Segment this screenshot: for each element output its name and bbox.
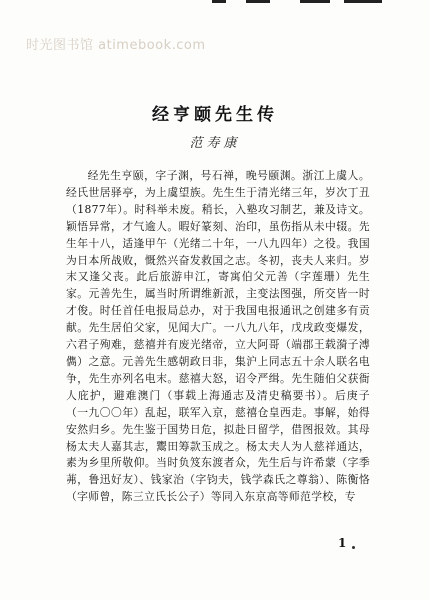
scan-mark: [300, 0, 330, 3]
page-number: 1: [338, 536, 347, 550]
scan-edge-marks: [0, 0, 430, 14]
body-paragraph: 经先生亨颐，字子渊，号石禅，晚号颐渊。浙江上虞人。经氏世居驿亭，为上虞望族。先生生于清光绪三年，岁次丁丑（1877年）。时科举未废。稍长，入塾攻习制艺，兼及诗文。颖悟异常，才气逾人。暇好篆刻、治印，虽伤指从未中辍。先生年十八，适逢甲午（光绪二十年，一八九四年）之役。我国为日本所战败，慨然兴奋发救国之志。冬初，丧夫人来归。岁末又逢父丧。此后旅游申江，寄寓伯父元善（字莲珊）先生家。元善先生，属当时所谓维新派，主变法图强，所交皆一时才俊。时任首任电报局总办，对于我国电报通讯之创建多有贡献。先生居伯父家，见闻大广。一八九八年，戊戌政变爆发，六君子殉难，慈禧并有废光绪帝，立大阿哥（端郡王载漪子溥儁）之意。元善先生感朝政日非，集沪上同志五十余人联名电争，先生亦列名电末。慈禧大怒，诏令严缉。先生随伯父获衙人庇护，避难澳门（事载上海通志及清史稿要书）。后庚子（一九〇〇年）乱起，联军入京，慈禧仓皇西走。事解，始得安然归乡。先生鉴于国势日危，拟赴日留学，借图报效。其母杨太夫人嘉其志，鬻田筹款玉成之。杨太夫人为人慈祥通达，素为乡里所敬仰。当时负笈东渡者众，先生后与许希蒙（字季茀，鲁迅好友）、钱家治（字钧夫，钱学森氏之尊翁）、陈衡恪（字师曾，陈三立氏长公子）等同入东京高等师范学校，专: [66, 169, 370, 504]
watermark: 时光图书馆 atimebook.com: [26, 38, 206, 53]
scan-mark: [246, 0, 270, 3]
author-name: 范寿康: [189, 136, 241, 151]
page-title: 经亨颐先生传: [152, 105, 278, 125]
ink-speck: [352, 546, 355, 549]
scan-mark: [212, 0, 226, 3]
scan-mark: [344, 0, 382, 3]
